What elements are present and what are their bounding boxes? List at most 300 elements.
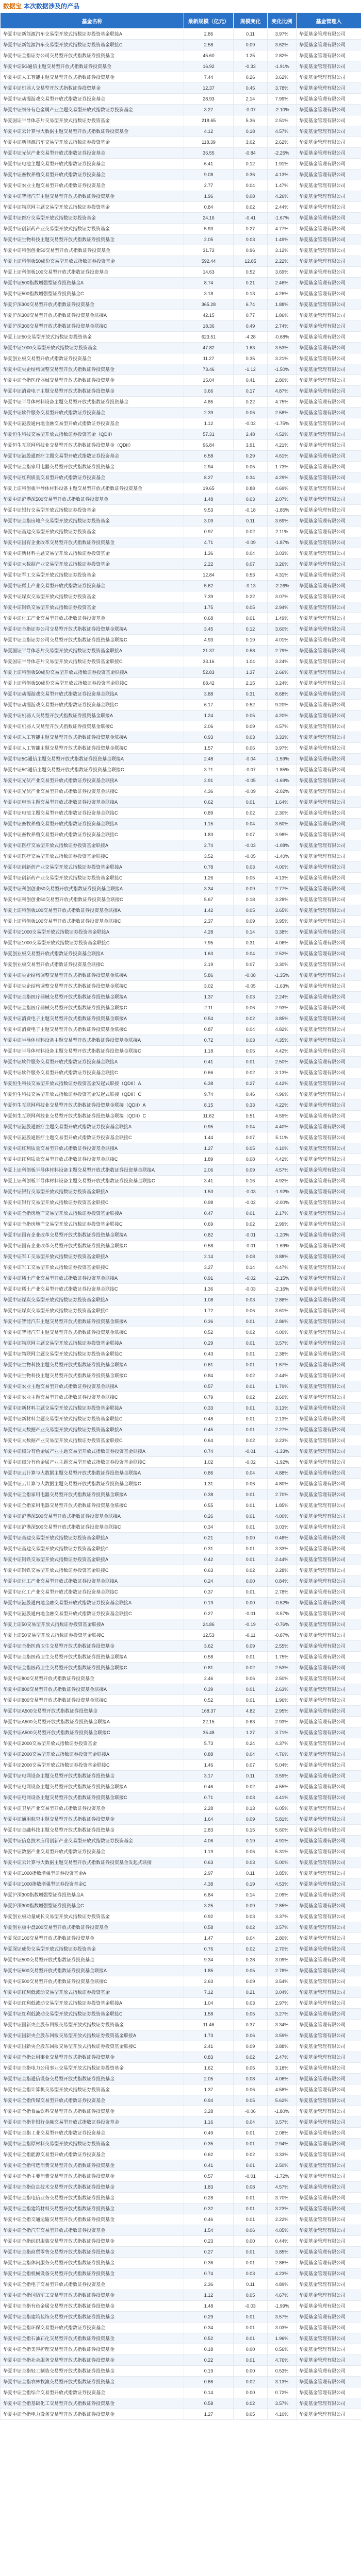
fund-manager-cell: 华夏基金管理有限公司 bbox=[297, 1814, 361, 1825]
table-row bbox=[1, 851, 361, 862]
fund-manager-cell: 华夏基金管理有限公司 bbox=[297, 429, 361, 440]
change-ratio-cell: 4.88% bbox=[268, 1468, 297, 1479]
latest-scale-cell: 0.45 bbox=[184, 1425, 234, 1435]
column-header-fund-manager: 基金管理人 bbox=[297, 13, 361, 29]
table-row bbox=[1, 743, 361, 754]
change-ratio-cell: 2.53% bbox=[268, 1663, 297, 1673]
scale-change-cell: -0.84 bbox=[234, 148, 268, 159]
latest-scale-cell: 1.83 bbox=[184, 829, 234, 840]
latest-scale-cell: 19.65 bbox=[184, 483, 234, 494]
table-row bbox=[1, 840, 361, 851]
scale-change-cell: 0.06 bbox=[234, 1306, 268, 1316]
table-row bbox=[1, 2258, 361, 2268]
fund-manager-cell: 华夏基金管理有限公司 bbox=[297, 981, 361, 992]
change-ratio-cell: 4.22% bbox=[268, 1100, 297, 1111]
fund-manager-cell: 华夏基金管理有限公司 bbox=[297, 299, 361, 310]
fund-manager-cell: 华夏基金管理有限公司 bbox=[297, 418, 361, 429]
scale-change-cell: 0.11 bbox=[234, 1868, 268, 1879]
scale-change-cell: 0.05 bbox=[234, 710, 268, 721]
change-ratio-cell: 2.08% bbox=[268, 2128, 297, 2139]
scale-change-cell: 0.02 bbox=[234, 2052, 268, 2063]
scale-change-cell: 2.48 bbox=[234, 429, 268, 440]
scale-change-cell: 0.06 bbox=[234, 2225, 268, 2236]
table-row bbox=[1, 1879, 361, 1890]
fund-name-cell: 华夏中证全指基础化工交易型开放式指数证券投资基金 bbox=[1, 2398, 184, 2409]
scale-change-cell: 0.06 bbox=[234, 2084, 268, 2095]
change-ratio-cell: 2.24% bbox=[268, 992, 297, 1003]
change-ratio-cell: 5.04% bbox=[268, 1760, 297, 1771]
change-ratio-cell: 4.91% bbox=[268, 1836, 297, 1846]
latest-scale-cell: 1.15 bbox=[184, 819, 234, 829]
fund-manager-cell: 华夏基金管理有限公司 bbox=[297, 2117, 361, 2128]
latest-scale-cell: 1.36 bbox=[184, 1284, 234, 1295]
table-row bbox=[1, 1630, 361, 1641]
table-row bbox=[1, 2323, 361, 2333]
scale-change-cell: 0.26 bbox=[234, 72, 268, 83]
change-ratio-cell: 4.52% bbox=[268, 429, 297, 440]
latest-scale-cell: 0.36 bbox=[184, 1316, 234, 1327]
column-header-fund-name: 基金名称 bbox=[1, 13, 184, 29]
fund-name-cell: 华夏中证生物科技主题交易型开放式指数证券投资基金 bbox=[1, 234, 184, 245]
fund-manager-cell: 华夏基金管理有限公司 bbox=[297, 126, 361, 137]
change-ratio-cell: 2.93% bbox=[268, 1003, 297, 1013]
fund-name-cell: 华夏中证农业主题交易型开放式指数证券投资基金联接C bbox=[1, 1392, 184, 1403]
table-row bbox=[1, 245, 361, 256]
scale-change-cell: 0.08 bbox=[234, 2182, 268, 2193]
change-ratio-cell: 2.85% bbox=[268, 1901, 297, 1911]
fund-manager-cell: 华夏基金管理有限公司 bbox=[297, 1619, 361, 1630]
table-row bbox=[1, 559, 361, 570]
scale-change-cell: 0.00 bbox=[234, 2366, 268, 2377]
fund-manager-cell: 华夏基金管理有限公司 bbox=[297, 743, 361, 754]
scale-change-cell: -4.28 bbox=[234, 332, 268, 343]
table-row bbox=[1, 170, 361, 180]
scale-change-cell: 0.02 bbox=[234, 1370, 268, 1381]
change-ratio-cell: -1.33% bbox=[268, 1446, 297, 1457]
fund-name-cell: 华夏中证1000交易型开放式指数证券投资基金 bbox=[1, 343, 184, 353]
latest-scale-cell: 4.93 bbox=[184, 635, 234, 646]
scale-change-cell: 0.03 bbox=[234, 1857, 268, 1868]
scale-change-cell: 0.01 bbox=[234, 1208, 268, 1219]
change-ratio-cell: -1.40% bbox=[268, 851, 297, 862]
latest-scale-cell: 1.57 bbox=[184, 743, 234, 754]
table-row bbox=[1, 1955, 361, 1965]
latest-scale-cell: 24.86 bbox=[184, 1619, 234, 1630]
fund-name-cell: 华夏中证红利质量交易型开放式指数证券投资基金 bbox=[1, 472, 184, 483]
latest-scale-cell: 0.68 bbox=[184, 613, 234, 624]
scale-change-cell: 0.45 bbox=[234, 83, 268, 94]
fund-name-cell: 华夏中证500指数增强型证券投资基金C bbox=[1, 289, 184, 299]
change-ratio-cell: 4.05% bbox=[268, 2225, 297, 2236]
fund-name-cell: 华夏中证全指信息技术交易型开放式指数证券投资基金 bbox=[1, 2182, 184, 2193]
latest-scale-cell: 0.84 bbox=[184, 202, 234, 213]
fund-manager-cell: 华夏基金管理有限公司 bbox=[297, 1024, 361, 1035]
scale-change-cell: 0.03 bbox=[234, 992, 268, 1003]
fund-name-cell: 华夏中证全指非银行金融交易型开放式指数证券投资基金 bbox=[1, 2117, 184, 2128]
fund-manager-cell: 华夏基金管理有限公司 bbox=[297, 245, 361, 256]
change-ratio-cell: 1.49% bbox=[268, 234, 297, 245]
latest-scale-cell: 4.85 bbox=[184, 397, 234, 408]
scale-change-cell: 0.01 bbox=[234, 2128, 268, 2139]
fund-name-cell: 华夏中证云计算与大数据主题交易型开放式指数证券投资基金联接A bbox=[1, 1468, 184, 1479]
change-ratio-cell: 4.06% bbox=[268, 2074, 297, 2084]
fund-name-cell: 华夏中证机器人交易型开放式指数证券投资基金联接A bbox=[1, 710, 184, 721]
fund-manager-cell: 华夏基金管理有限公司 bbox=[297, 1901, 361, 1911]
change-ratio-cell: 4.67% bbox=[268, 2290, 297, 2301]
scale-change-cell: 0.00 bbox=[234, 1576, 268, 1587]
table-row bbox=[1, 570, 361, 581]
scale-change-cell: 0.19 bbox=[234, 635, 268, 646]
table-row bbox=[1, 2084, 361, 2095]
latest-scale-cell: 1.26 bbox=[184, 873, 234, 884]
scale-change-cell: 0.05 bbox=[234, 1965, 268, 1976]
fund-manager-cell: 华夏基金管理有限公司 bbox=[297, 2095, 361, 2106]
table-row bbox=[1, 797, 361, 808]
scale-change-cell: 6.74 bbox=[234, 299, 268, 310]
fund-name-cell: 华夏中证钢铁交易型开放式指数证券投资基金联接C bbox=[1, 1565, 184, 1576]
scale-change-cell: 0.02 bbox=[234, 808, 268, 819]
latest-scale-cell: 3.09 bbox=[184, 516, 234, 527]
fund-name-cell: 华夏中证全指纺织服装交易型开放式指数证券投资基金 bbox=[1, 2236, 184, 2247]
fund-name-cell: 华夏上证科创板半导体材料设备主题交易型开放式指数证券投资基金联接C bbox=[1, 1176, 184, 1187]
scale-change-cell: 1.25 bbox=[234, 50, 268, 61]
latest-scale-cell: 0.58 bbox=[184, 1922, 234, 1933]
scale-change-cell: 0.02 bbox=[234, 1663, 268, 1673]
scale-change-cell: 0.19 bbox=[234, 1879, 268, 1890]
latest-scale-cell: 2.37 bbox=[184, 916, 234, 927]
scale-change-cell: 0.01 bbox=[234, 1511, 268, 1522]
latest-scale-cell: 1.27 bbox=[184, 1143, 234, 1154]
latest-scale-cell: 3.25 bbox=[184, 1901, 234, 1911]
scale-change-cell: 0.05 bbox=[234, 905, 268, 916]
scale-change-cell: -0.18 bbox=[234, 505, 268, 516]
scale-change-cell: 0.35 bbox=[234, 353, 268, 364]
table-row bbox=[1, 516, 361, 527]
fund-manager-cell: 华夏基金管理有限公司 bbox=[297, 775, 361, 786]
table-row bbox=[1, 2182, 361, 2193]
fund-manager-cell: 华夏基金管理有限公司 bbox=[297, 819, 361, 829]
fund-name-cell: 华夏中证2000交易型开放式指数证券投资基金联接A bbox=[1, 1749, 184, 1760]
latest-scale-cell: 623.51 bbox=[184, 332, 234, 343]
latest-scale-cell: 2.36 bbox=[184, 2279, 234, 2290]
table-row bbox=[1, 1197, 361, 1208]
fund-name-cell: 华夏恒生科技交易型开放式指数证券投资基金发起式联接（QDII）C bbox=[1, 1089, 184, 1100]
table-row bbox=[1, 1598, 361, 1608]
latest-scale-cell: 18.36 bbox=[184, 321, 234, 332]
fund-manager-cell: 华夏基金管理有限公司 bbox=[297, 1933, 361, 1944]
table-row bbox=[1, 1435, 361, 1446]
column-header-latest-scale: 最新规模（亿元） bbox=[184, 13, 234, 29]
scale-change-cell: 0.05 bbox=[234, 2409, 268, 2420]
fund-name-cell: 华夏中证新材料主题交易型开放式指数证券投资基金联接A bbox=[1, 1403, 184, 1414]
change-ratio-cell: 0.48% bbox=[268, 1533, 297, 1544]
fund-name-cell: 华夏中证全指能源交易型开放式指数证券投资基金 bbox=[1, 2149, 184, 2160]
table-row bbox=[1, 537, 361, 548]
latest-scale-cell: 2.74 bbox=[184, 840, 234, 851]
scale-change-cell: 0.02 bbox=[234, 1435, 268, 1446]
table-row bbox=[1, 1241, 361, 1251]
fund-name-cell: 华夏中证500交易型开放式指数证券投资基金 bbox=[1, 1955, 184, 1965]
change-ratio-cell: 3.18% bbox=[268, 2063, 297, 2074]
table-row bbox=[1, 386, 361, 397]
latest-scale-cell: 1.75 bbox=[184, 602, 234, 613]
scale-change-cell: 0.02 bbox=[234, 1782, 268, 1792]
change-ratio-cell: 4.80% bbox=[268, 1479, 297, 1489]
change-ratio-cell: 3.07% bbox=[268, 591, 297, 602]
change-ratio-cell: 0.84% bbox=[268, 1576, 297, 1587]
table-row bbox=[1, 224, 361, 234]
latest-scale-cell: 0.52 bbox=[184, 1327, 234, 1338]
latest-scale-cell: 5.93 bbox=[184, 224, 234, 234]
table-row bbox=[1, 1316, 361, 1327]
table-row bbox=[1, 2387, 361, 2398]
fund-name-cell: 华夏上证科创板100交易型开放式指数证券投资基金 bbox=[1, 267, 184, 278]
latest-scale-cell: 3.02 bbox=[184, 981, 234, 992]
fund-manager-cell: 华夏基金管理有限公司 bbox=[297, 1738, 361, 1749]
scale-change-cell: 0.04 bbox=[234, 2117, 268, 2128]
fund-manager-cell: 华夏基金管理有限公司 bbox=[297, 1089, 361, 1100]
fund-name-cell: 华夏中证港股通医疗主题交易型开放式指数证券投资基金联接A bbox=[1, 1122, 184, 1132]
change-ratio-cell: 3.33% bbox=[268, 1544, 297, 1554]
table-row bbox=[1, 1576, 361, 1587]
fund-name-cell: 华夏中证A500交易型开放式指数证券投资基金联接C bbox=[1, 1727, 184, 1738]
latest-scale-cell: 0.19 bbox=[184, 1598, 234, 1608]
change-ratio-cell: 4.42% bbox=[268, 1078, 297, 1089]
table-row bbox=[1, 1533, 361, 1544]
change-ratio-cell: 3.21% bbox=[268, 353, 297, 364]
change-ratio-cell: 3.85% bbox=[268, 1868, 297, 1879]
latest-scale-cell: 0.95 bbox=[184, 1122, 234, 1132]
table-row bbox=[1, 1479, 361, 1489]
change-ratio-cell: 4.10% bbox=[268, 1143, 297, 1154]
latest-scale-cell: 2.06 bbox=[184, 721, 234, 732]
change-ratio-cell: 4.26% bbox=[268, 289, 297, 299]
table-row bbox=[1, 505, 361, 516]
change-ratio-cell: 4.57% bbox=[268, 1165, 297, 1176]
change-ratio-cell: 4.57% bbox=[268, 2182, 297, 2193]
change-ratio-cell: 2.22% bbox=[268, 2214, 297, 2225]
fund-name-cell: 华夏中证医疗交易型开放式指数证券投资基金 bbox=[1, 213, 184, 224]
latest-scale-cell: 12.84 bbox=[184, 570, 234, 581]
scale-change-cell: 0.27 bbox=[234, 1078, 268, 1089]
fund-manager-cell: 华夏基金管理有限公司 bbox=[297, 310, 361, 321]
change-ratio-cell: 5.81% bbox=[268, 1814, 297, 1825]
latest-scale-cell: 0.69 bbox=[184, 1219, 234, 1230]
table-row bbox=[1, 2193, 361, 2204]
fund-manager-cell: 华夏基金管理有限公司 bbox=[297, 440, 361, 451]
change-ratio-cell: 5.11% bbox=[268, 1132, 297, 1143]
fund-name-cell: 华夏中证稀土产业交易型开放式指数证券投资基金 bbox=[1, 581, 184, 591]
table-row bbox=[1, 959, 361, 970]
fund-name-cell: 华夏中证新能源汽车交易型开放式指数证券投资基金联接C bbox=[1, 40, 184, 50]
change-ratio-cell: 5.60% bbox=[268, 1825, 297, 1836]
latest-scale-cell: 0.78 bbox=[184, 862, 234, 873]
change-ratio-cell: 4.00% bbox=[268, 1327, 297, 1338]
scale-change-cell: 0.05 bbox=[234, 873, 268, 884]
change-ratio-cell: 2.52% bbox=[268, 948, 297, 959]
table-row bbox=[1, 180, 361, 191]
scale-change-cell: -0.03 bbox=[234, 1284, 268, 1295]
table-row bbox=[1, 2063, 361, 2074]
change-ratio-cell: 4.57% bbox=[268, 126, 297, 137]
fund-name-cell: 华夏中证全指国防军工交易型开放式指数证券投资基金 bbox=[1, 2290, 184, 2301]
table-row bbox=[1, 2333, 361, 2344]
fund-manager-cell: 华夏基金管理有限公司 bbox=[297, 1544, 361, 1554]
change-ratio-cell: 2.17% bbox=[268, 1208, 297, 1219]
table-row bbox=[1, 2344, 361, 2355]
fund-name-cell: 华夏恒生互联网科技业交易型开放式指数证券投资基金联接（QDII）A bbox=[1, 1100, 184, 1111]
change-ratio-cell: 2.86% bbox=[268, 1316, 297, 1327]
change-ratio-cell: 3.13% bbox=[268, 2377, 297, 2387]
fund-name-cell: 华夏中证新材料主题交易型开放式指数证券投资基金联接C bbox=[1, 1414, 184, 1425]
latest-scale-cell: 0.19 bbox=[184, 2366, 234, 2377]
scale-change-cell: 0.01 bbox=[234, 1381, 268, 1392]
scale-change-cell: 0.02 bbox=[234, 1565, 268, 1576]
latest-scale-cell: 0.43 bbox=[184, 1349, 234, 1360]
fund-manager-cell: 华夏基金管理有限公司 bbox=[297, 1100, 361, 1111]
scale-change-cell: 0.52 bbox=[234, 700, 268, 710]
scale-change-cell: 0.08 bbox=[234, 2074, 268, 2084]
fund-name-cell: 华夏中证800交易型开放式指数证券投资基金联接C bbox=[1, 1695, 184, 1706]
scale-change-cell: 1.27 bbox=[234, 1727, 268, 1738]
fund-manager-cell: 华夏基金管理有限公司 bbox=[297, 1792, 361, 1803]
latest-scale-cell: 3.17 bbox=[184, 1771, 234, 1782]
fund-name-cell: 华夏中证全指石油石化交易型开放式指数证券投资基金 bbox=[1, 2333, 184, 2344]
table-row bbox=[1, 1403, 361, 1414]
table-row bbox=[1, 1468, 361, 1479]
change-ratio-cell: 3.53% bbox=[268, 343, 297, 353]
fund-name-cell: 华夏中证全指食品饮料交易型开放式指数证券投资基金 bbox=[1, 2106, 184, 2117]
table-row bbox=[1, 1219, 361, 1230]
change-ratio-cell: 2.44% bbox=[268, 202, 297, 213]
fund-name-cell: 华夏国证半导体芯片交易型开放式指数证券投资基金 bbox=[1, 115, 184, 126]
scale-change-cell: 0.01 bbox=[234, 1489, 268, 1500]
change-ratio-cell: 2.44% bbox=[268, 1554, 297, 1565]
fund-name-cell: 华夏沪深300交易型开放式指数证券投资基金 bbox=[1, 299, 184, 310]
page-title: 本次数据涉及的产品 bbox=[24, 3, 80, 10]
latest-scale-cell: 0.52 bbox=[184, 1695, 234, 1706]
scale-change-cell: 0.01 bbox=[234, 1500, 268, 1511]
fund-manager-cell: 华夏基金管理有限公司 bbox=[297, 343, 361, 353]
change-ratio-cell: 4.87% bbox=[268, 386, 297, 397]
scale-change-cell: 0.15 bbox=[234, 1825, 268, 1836]
latest-scale-cell: 8.74 bbox=[184, 278, 234, 289]
latest-scale-cell: 0.47 bbox=[184, 1208, 234, 1219]
scale-change-cell: 0.09 bbox=[234, 1641, 268, 1652]
latest-scale-cell: 0.93 bbox=[184, 732, 234, 743]
scale-change-cell: 0.01 bbox=[234, 1695, 268, 1706]
fund-name-cell: 华夏中证军工交易型开放式指数证券投资基金联接A bbox=[1, 1251, 184, 1262]
fund-manager-cell: 华夏基金管理有限公司 bbox=[297, 2052, 361, 2063]
table-row bbox=[1, 2074, 361, 2084]
fund-manager-cell: 华夏基金管理有限公司 bbox=[297, 1598, 361, 1608]
scale-change-cell: -0.09 bbox=[234, 537, 268, 548]
change-ratio-cell: 3.61% bbox=[268, 1306, 297, 1316]
fund-manager-cell: 华夏基金管理有限公司 bbox=[297, 624, 361, 635]
fund-manager-cell: 华夏基金管理有限公司 bbox=[297, 2041, 361, 2052]
change-ratio-cell: 0.72% bbox=[268, 2387, 297, 2398]
fund-manager-cell: 华夏基金管理有限公司 bbox=[297, 938, 361, 948]
table-row bbox=[1, 1587, 361, 1598]
scale-change-cell: 0.33 bbox=[234, 1100, 268, 1111]
latest-scale-cell: 7.44 bbox=[184, 72, 234, 83]
change-ratio-cell: 2.94% bbox=[268, 2139, 297, 2149]
latest-scale-cell: 0.74 bbox=[184, 1446, 234, 1457]
fund-manager-cell: 华夏基金管理有限公司 bbox=[297, 1641, 361, 1652]
scale-change-cell: 0.01 bbox=[234, 2247, 268, 2258]
fund-manager-cell: 华夏基金管理有限公司 bbox=[297, 1684, 361, 1695]
fund-name-cell: 华夏中证软件服务交易型开放式指数证券投资基金联接C bbox=[1, 1067, 184, 1078]
table-row bbox=[1, 299, 361, 310]
latest-scale-cell: 3.18 bbox=[184, 289, 234, 299]
table-row bbox=[1, 1078, 361, 1089]
latest-scale-cell: 2.63 bbox=[184, 1976, 234, 1987]
table-row bbox=[1, 418, 361, 429]
fund-manager-cell: 华夏基金管理有限公司 bbox=[297, 1316, 361, 1327]
change-ratio-cell: 1.64% bbox=[268, 797, 297, 808]
fund-name-cell: 华夏中证信息技术应用创新产业交易型开放式指数证券投资基金 bbox=[1, 1836, 184, 1846]
table-row bbox=[1, 591, 361, 602]
latest-scale-cell: 2.06 bbox=[184, 1165, 234, 1176]
change-ratio-cell: 3.27% bbox=[268, 2009, 297, 2020]
fund-name-cell: 华夏中证全指计算机交易型开放式指数证券投资基金 bbox=[1, 2084, 184, 2095]
table-row bbox=[1, 1089, 361, 1100]
fund-name-cell: 华夏中证全指证券公司交易型开放式指数证券投资基金 bbox=[1, 50, 184, 61]
scale-change-cell: 0.07 bbox=[234, 1132, 268, 1143]
change-ratio-cell: 2.46% bbox=[268, 278, 297, 289]
latest-scale-cell: 0.66 bbox=[184, 1067, 234, 1078]
fund-manager-cell: 华夏基金管理有限公司 bbox=[297, 1132, 361, 1143]
change-ratio-cell: 2.70% bbox=[268, 1944, 297, 1955]
scale-change-cell: 0.01 bbox=[234, 1522, 268, 1533]
table-row bbox=[1, 2095, 361, 2106]
change-ratio-cell: 4.69% bbox=[268, 483, 297, 494]
latest-scale-cell: 0.42 bbox=[184, 1554, 234, 1565]
latest-scale-cell: 0.63 bbox=[184, 1565, 234, 1576]
table-row bbox=[1, 310, 361, 321]
scale-change-cell: 0.46 bbox=[234, 1089, 268, 1100]
latest-scale-cell: 2.19 bbox=[184, 959, 234, 970]
fund-manager-cell: 华夏基金管理有限公司 bbox=[297, 1782, 361, 1792]
fund-manager-cell: 华夏基金管理有限公司 bbox=[297, 646, 361, 656]
fund-name-cell: 华夏中证全指医疗器械交易型开放式指数证券投资基金 bbox=[1, 375, 184, 386]
change-ratio-cell: 2.99% bbox=[268, 1219, 297, 1230]
fund-manager-cell: 华夏基金管理有限公司 bbox=[297, 1370, 361, 1381]
latest-scale-cell: 11.27 bbox=[184, 353, 234, 364]
change-ratio-cell: 1.86% bbox=[268, 310, 297, 321]
fund-name-cell: 华夏深证100交易型开放式指数证券投资基金 bbox=[1, 1933, 184, 1944]
fund-manager-cell: 华夏基金管理有限公司 bbox=[297, 635, 361, 646]
scale-change-cell: 0.77 bbox=[234, 310, 268, 321]
fund-name-cell: 华夏上证科创板100交易型开放式指数证券投资基金联接A bbox=[1, 905, 184, 916]
scale-change-cell: 0.01 bbox=[234, 1403, 268, 1414]
latest-scale-cell: 7.39 bbox=[184, 591, 234, 602]
scale-change-cell: 0.41 bbox=[234, 375, 268, 386]
latest-scale-cell: 3.52 bbox=[184, 851, 234, 862]
latest-scale-cell: 0.23 bbox=[184, 2236, 234, 2247]
table-row bbox=[1, 1327, 361, 1338]
fund-manager-cell: 华夏基金管理有限公司 bbox=[297, 970, 361, 981]
latest-scale-cell: 2.41 bbox=[184, 2041, 234, 2052]
fund-manager-cell: 华夏基金管理有限公司 bbox=[297, 1868, 361, 1879]
change-ratio-cell: 4.41% bbox=[268, 1792, 297, 1803]
fund-name-cell: 华夏上证50交易型开放式指数证券投资基金联接C bbox=[1, 1630, 184, 1641]
latest-scale-cell: 3.88 bbox=[184, 689, 234, 700]
fund-manager-cell: 华夏基金管理有限公司 bbox=[297, 591, 361, 602]
change-ratio-cell: 4.06% bbox=[268, 938, 297, 948]
fund-manager-cell: 华夏基金管理有限公司 bbox=[297, 2009, 361, 2020]
table-row bbox=[1, 1619, 361, 1630]
